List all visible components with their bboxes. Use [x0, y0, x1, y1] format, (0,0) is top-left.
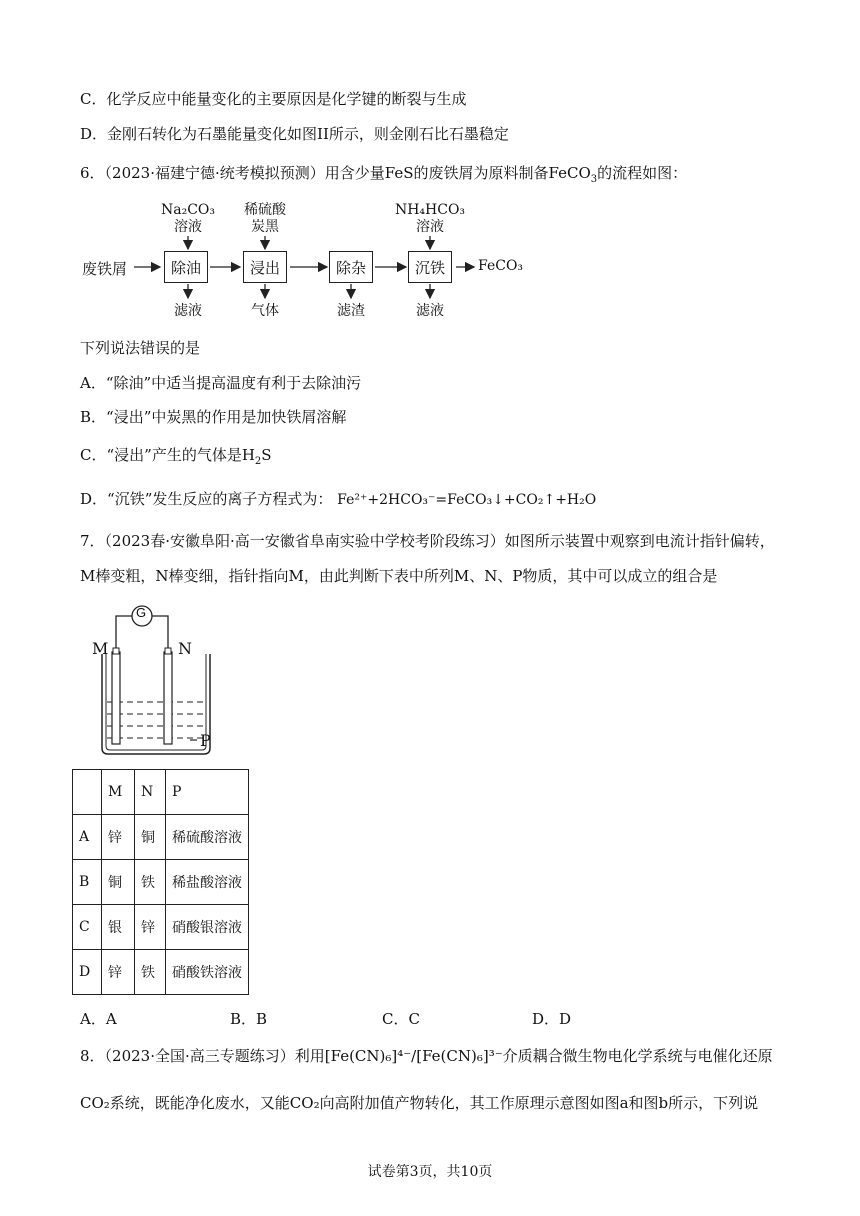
question-6-sub: 3 [590, 174, 598, 185]
table-cell: 锌 [135, 905, 166, 950]
page-footer: 试卷第3页，共10页 [367, 1164, 493, 1180]
table-cell: 锌 [102, 950, 135, 995]
flow-product: FeCO₃ [478, 258, 524, 274]
question-8-line-1 [80, 1045, 773, 1067]
choice-b: B．B [230, 1010, 268, 1028]
flow-input-3 [384, 202, 476, 236]
flow-step-precipitate: 沉铁 [408, 251, 452, 283]
table-cell: B [73, 860, 102, 905]
option-b-q6: B．“浸出”中炭黑的作用是加快铁屑溶解 [80, 408, 347, 426]
choice-d: D．D [532, 1010, 572, 1028]
table-cell: 稀盐酸溶液 [166, 860, 249, 905]
option-a-q6: A．“除油”中适当提高温度有利于去除油污 [80, 374, 362, 392]
table-cell: 铜 [135, 815, 166, 860]
flow-step-leach: 浸出 [243, 251, 287, 283]
flow-output-4: 滤液 [416, 303, 444, 319]
table-header-cell: M [102, 770, 135, 815]
table-header-cell: P [166, 770, 249, 815]
table-cell: 铁 [135, 860, 166, 905]
table-row [73, 815, 249, 860]
question-8-formula: [Fe(CN)₆]⁴⁻/[Fe(CN)₆]³⁻ [324, 1047, 503, 1065]
apparatus-drawing [80, 598, 280, 758]
choice-c: C．C [382, 1010, 420, 1028]
flow-input-2-reagent: 稀硫酸 [244, 202, 286, 218]
question-6-stem: 下列说法错误的是 [80, 339, 201, 357]
option-c-q6-formula-h: H [241, 446, 255, 464]
flow-input-1-reagent: Na₂CO₃ [160, 202, 215, 218]
flow-input-2 [230, 202, 300, 236]
table-cell: 硝酸银溶液 [166, 905, 249, 950]
flow-output-1: 滤液 [174, 303, 202, 319]
option-d-q6-text: D．“沉铁”发生反应的离子方程式为： [80, 490, 333, 508]
table-cell: C [73, 905, 102, 950]
flow-input-3-reagent: NH₄HCO₃ [394, 202, 466, 218]
option-c-q6-formula-s: S [261, 446, 272, 464]
option-c-q6-text: C．“浸出”产生的气体是 [80, 446, 242, 464]
question-6-prefix: 6．（2023·福建宁德·统考模拟预测）用含少量FeS的废铁屑为原料制备FeCO [80, 164, 591, 182]
flow-input-1 [150, 202, 226, 236]
flow-output-3: 滤渣 [337, 303, 365, 319]
table-row [73, 860, 249, 905]
option-c-q5: C．化学反应中能量变化的主要原因是化学键的断裂与生成 [80, 90, 467, 108]
table-header-cell [73, 770, 102, 815]
flow-input-1-form: 溶液 [174, 219, 202, 235]
table-cell: 锌 [102, 815, 135, 860]
table-header-cell: N [135, 770, 166, 815]
electrode-n-label: N [178, 639, 192, 658]
flow-input-2-form: 炭黑 [251, 219, 279, 235]
option-d-q6 [80, 488, 596, 511]
question-8-line-2: CO₂系统，既能净化废水，又能CO₂向高附加值产物转化，其工作原理示意图如图a和图b所示，下列说 [80, 1094, 759, 1112]
choice-a: A．A [80, 1010, 117, 1028]
flow-start: 废铁屑 [82, 260, 128, 278]
table-header-row [73, 770, 249, 815]
table-cell: 银 [102, 905, 135, 950]
option-d-q6-equation: Fe²⁺+2HCO₃⁻=FeCO₃↓+CO₂↑+H₂O [337, 492, 597, 508]
options-table [72, 769, 249, 995]
table-cell: 稀硫酸溶液 [166, 815, 249, 860]
table-cell: 铜 [102, 860, 135, 905]
flow-step-purify: 除杂 [329, 251, 373, 283]
table-cell: D [73, 950, 102, 995]
question-7-line-2: M棒变粗，N棒变细，指针指向M，由此判断下表中所列M、N、P物质，其中可以成立的组合是 [80, 567, 718, 585]
question-8-suffix: 介质耦合微生物电化学系统与电催化还原 [502, 1047, 773, 1065]
electrode-m-label: M [92, 639, 109, 658]
flow-step-degrease: 除油 [164, 251, 208, 283]
option-c-q6 [80, 444, 272, 466]
flow-input-3-form: 溶液 [416, 219, 444, 235]
flow-arrows [0, 0, 860, 340]
table-cell: 铁 [135, 950, 166, 995]
solution-p-label: P [200, 731, 211, 750]
question-8-prefix: 8．（2023·全国·高三专题练习）利用 [80, 1047, 325, 1065]
question-7-line-1: 7．（2023春·安徽阜阳·高一安徽省阜南实验中学校考阶段练习）如图所示装置中观察到电流计指针偏转， [80, 532, 775, 550]
table-row [73, 950, 249, 995]
galvanometer-label: G [136, 605, 147, 620]
option-c-q6-formula-sub: 2 [254, 456, 262, 467]
table-cell: A [73, 815, 102, 860]
flow-output-2: 气体 [251, 303, 279, 319]
table-cell: 硝酸铁溶液 [166, 950, 249, 995]
table-row [73, 905, 249, 950]
question-6-suffix: 的流程如图： [597, 164, 688, 182]
option-d-q5: D．金刚石转化为石墨能量变化如图II所示，则金刚石比石墨稳定 [80, 125, 509, 143]
